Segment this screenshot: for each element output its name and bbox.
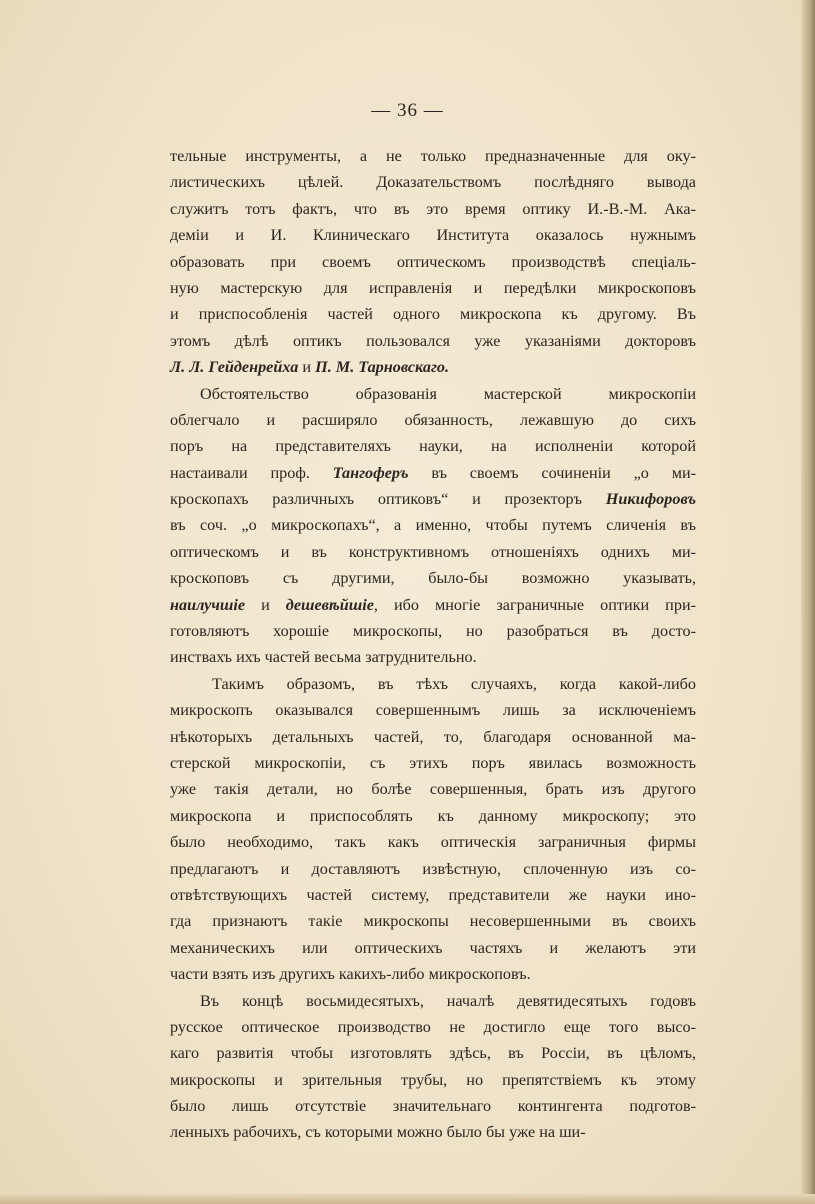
text-line [170,803,696,829]
text-line [170,407,696,433]
text-run: части взять изъ другихъ какихъ-либо микроскоповъ. [170,965,531,984]
text-line [170,935,696,961]
paragraph [170,671,696,988]
text-run: гда признаютъ такіе микроскопы несовершенными въ своихъ [170,912,696,931]
text-run: уже такія детали, но болѣе совершенныя, брать изъ другого [170,780,696,799]
text-run: кроскопахъ различныхъ оптиковъ“ и прозекторъ [170,490,606,509]
text-run: каго развитія чтобы изготовлять здѣсь, въ Россіи, въ цѣломъ, [170,1044,696,1063]
text-run: отвѣтствующихъ частей систему, представители же науки ино- [170,885,696,904]
text-line [170,275,696,301]
text-run: , ибо многіе заграничные оптики при- [373,595,696,614]
text-run: нѣкоторыхъ детальныхъ частей, то, благодаря основанной ма- [170,727,696,746]
text-run: тельные инструменты, а не только предназначенные для оку- [170,147,696,165]
text-line [170,697,696,723]
text-line [170,301,696,327]
text-line [170,882,696,908]
text-line [170,433,696,459]
text-run: поръ на представителяхъ науки, на исполненіи которой [170,437,696,456]
text-run: и [298,358,316,377]
paragraph [170,143,696,381]
text-run: этомъ дѣлѣ оптикъ пользовался уже указаніями докторовъ [170,331,696,350]
text-run: деміи и И. Клиническаго Института оказалось нужнымъ [170,226,696,245]
italic-name: Никифоровъ [605,490,696,509]
text-run: Въ концѣ восьмидесятыхъ, началѣ девятидесятыхъ годовъ [200,991,696,1010]
text-line [170,460,696,486]
italic-name: Л. Л. Гейденрейха [170,358,299,377]
text-run: микроскопа и приспособлять къ данному микроскопу; это [170,806,696,825]
text-line [170,988,696,1014]
italic-name: П. М. Тарновскаго. [315,358,450,377]
text-run: въ своемъ сочиненіи „о ми- [408,463,696,482]
text-run: Такимъ образомъ, въ тѣхъ случаяхъ, когда какой-либо [212,674,696,693]
text-line [170,776,696,802]
text-line [170,354,696,380]
text-line [170,644,696,670]
text-run: и приспособленія частей одного микроскопа къ другому. Въ [170,305,696,324]
text-line [170,1040,696,1066]
text-line [170,381,696,407]
text-line [170,512,696,538]
page-edge-shadow [801,0,815,1204]
text-line [170,671,696,697]
text-run: служитъ тотъ фактъ, что въ это время оптику И.-В.-М. Ака- [170,199,696,218]
text-line [170,249,696,275]
text-run: образовать при своемъ оптическомъ производствѣ спеціаль- [170,252,696,271]
page-text-body [170,143,696,1146]
text-line [170,196,696,222]
text-line [170,724,696,750]
italic-name: дешевѣйшіе [285,595,374,614]
text-run: стерской микроскопіи, съ этихъ поръ явилась возможность [170,753,696,772]
text-line [170,618,696,644]
italic-name: Тангоферъ [332,463,409,482]
text-run: ленныхъ рабочихъ, съ которыми можно было бы уже на ши- [170,1123,586,1142]
text-run: механическихъ или оптическихъ частяхъ и желаютъ эти [170,938,696,957]
text-line [170,1067,696,1093]
text-run: въ соч. „о микроскопахъ“, а именно, чтобы путемъ сличенія въ [170,516,696,535]
text-line [170,539,696,565]
text-run: микроскопъ оказывался совершеннымъ лишь за исключеніемъ [170,701,696,720]
text-line [170,565,696,591]
text-run: микроскопы и зрительныя трубы, но препятствіемъ къ этому [170,1070,696,1089]
italic-name: наилучшіе [170,595,246,614]
text-run: облегчало и расширяло обязанность, лежавшую до сихъ [170,410,696,429]
text-run: настаивали проф. [170,463,333,482]
text-run: было лишь отсутствіе значительнаго контингента подготов- [170,1097,696,1116]
paragraph [170,988,696,1146]
text-run: предлагаютъ и доставляютъ извѣстную, сплоченную изъ со- [170,859,696,878]
text-line [170,1093,696,1119]
text-line [170,143,696,169]
text-line [170,1014,696,1040]
page-bottom-edge [0,1194,815,1204]
text-run: оптическомъ и въ конструктивномъ отношеніяхъ однихъ ми- [170,542,696,561]
text-run: инствахъ ихъ частей весьма затруднительно. [170,648,477,667]
text-run: готовляютъ хорошіе микроскопы, но разобраться въ досто- [170,622,696,641]
text-line [170,592,696,618]
text-line [170,169,696,195]
paragraph [170,381,696,671]
text-line [170,856,696,882]
text-line [170,829,696,855]
text-run: было необходимо, такъ какъ оптическія заграничныя фирмы [170,833,696,852]
text-run: русское оптическое производство не достигло еще того высо- [170,1017,696,1036]
text-run: кроскоповъ съ другими, было-бы возможно указывать, [170,569,696,588]
text-run: Обстоятельство образованія мастерской микроскопіи [200,384,696,403]
text-line [170,486,696,512]
text-run: ную мастерскую для исправленія и передѣлки микроскоповъ [170,278,696,297]
text-run: листическихъ цѣлей. Доказательствомъ послѣдняго вывода [170,173,696,192]
text-line [170,328,696,354]
page-number: — 36 — [371,100,444,121]
text-line [170,222,696,248]
text-run: и [245,595,286,614]
text-line [170,1119,696,1145]
text-line [170,908,696,934]
text-line [170,961,696,987]
text-line [170,750,696,776]
